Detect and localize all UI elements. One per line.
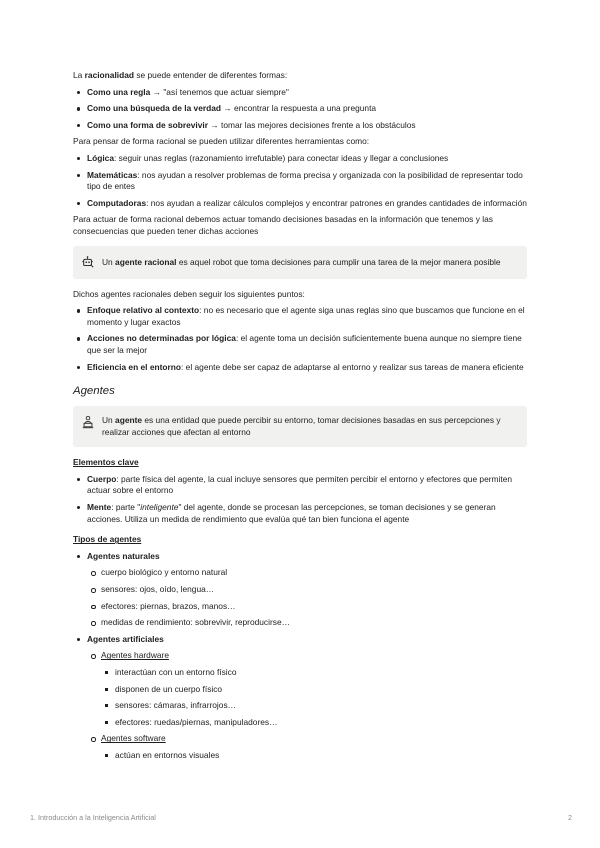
list-item: Enfoque relativo al contexto: no es necesario que el agente siga unas reglas sino que buscamos que funcione en el momento y lugar exactos: [73, 305, 527, 328]
document-page: [73, 70, 527, 767]
elements-list: [73, 474, 527, 525]
types-list: [73, 551, 527, 762]
types-heading: Tipos de agentes: [73, 534, 142, 545]
section-heading-agents: Agentes: [73, 385, 115, 398]
list-item: Agentes software actúan en entornos visuales: [87, 733, 527, 761]
tools-list: [73, 153, 527, 209]
list-item: Como una forma de sobrevivir → tomar las mejores decisiones frente a los obstáculos: [73, 120, 527, 132]
list-item: Agentes artificiales Agentes hardware interactúan con un entorno físico disponen de un cuerpo físico sensores: cámaras, infrarrojos… efectores: ruedas/piernas, manipuladores… Agentes software actúan en entornos visuales: [73, 634, 527, 762]
list-item: Matemáticas: nos ayudan a resolver problemas de forma precisa y organizada con la posibilidad de representar todo tipo de entes: [73, 170, 527, 193]
callout-agent: [73, 406, 527, 447]
artificial-sublist: [87, 650, 527, 761]
callout-text: Un agente es una entidad que puede percibir su entorno, tomar decisiones basadas en sus percepciones y realizar acciones que afectan al entorno: [102, 415, 501, 437]
list-item: Computadoras: nos ayudan a realizar cálculos complejos y encontrar patrones en grandes cantidades de información: [73, 198, 527, 210]
elements-heading: Elementos clave: [73, 457, 139, 468]
list-item: Lógica: seguir unas reglas (razonamiento irrefutable) para conectar ideas y llegar a conclusiones: [73, 153, 527, 165]
points-intro: Dichos agentes racionales deben seguir los siguientes puntos:: [73, 288, 305, 299]
list-item: Como una regla → "así tenemos que actuar siempre": [73, 87, 527, 99]
list-item: Como una búsqueda de la verdad → encontrar la respuesta a una pregunta: [73, 103, 527, 115]
list-item: Acciones no determinadas por lógica: el agente toma un decisión suficientemente buena aunque no siempre tiene que ser la mejor: [73, 333, 527, 356]
list-item: sensores: cámaras, infrarrojos…: [101, 700, 527, 712]
page-number: 2: [568, 813, 572, 822]
tools-intro: Para pensar de forma racional se pueden utilizar diferentes herramientas como:: [73, 136, 370, 147]
robot-icon: [81, 255, 95, 269]
natural-sublist: [87, 567, 527, 628]
intro-term: racionalidad: [84, 70, 134, 80]
forms-list: [73, 87, 527, 132]
page-footer: [30, 812, 572, 824]
points-list: [73, 305, 527, 373]
intro-paragraph: La racionalidad se puede entender de diferentes formas:: [73, 70, 288, 80]
list-item: actúan en entornos visuales: [101, 750, 527, 762]
list-item: disponen de un cuerpo físico: [101, 684, 527, 696]
act-paragraph: Para actuar de forma racional debemos actuar tomando decisiones basadas en la información que tenemos y las consecuencias que pueden tener dichas acciones: [73, 214, 493, 236]
person-computer-icon: [81, 415, 95, 429]
list-item: Agentes hardware interactúan con un entorno físico disponen de un cuerpo físico sensores: cámaras, infrarrojos… efectores: ruedas/piernas, manipuladores…: [87, 650, 527, 728]
list-item: medidas de rendimiento: sobrevivir, reproducirse…: [87, 617, 527, 629]
footer-title: 1. Introducción a la Inteligencia Artificial: [30, 813, 156, 822]
list-item: interactúan con un entorno físico: [101, 667, 527, 679]
callout-rational-agent: [73, 246, 527, 279]
list-item: efectores: piernas, brazos, manos…: [87, 601, 527, 613]
software-sublist: [101, 750, 527, 762]
list-item: sensores: ojos, oído, lengua…: [87, 584, 527, 596]
list-item: Agentes naturales cuerpo biológico y entorno natural sensores: ojos, oído, lengua… efectores: piernas, brazos, manos… medidas de rendimiento: sobrevivir, reproducirse…: [73, 551, 527, 629]
callout-text: Un agente racional es aquel robot que toma decisiones para cumplir una tarea de la mejor manera posible: [102, 256, 501, 267]
list-item: efectores: ruedas/piernas, manipuladores…: [101, 717, 527, 729]
list-item: Mente: parte "inteligente" del agente, donde se procesan las percepciones, se toman decisiones y se generan acciones. Utiliza un medida de rendimiento que evalúa qué tan bien funciona el agente: [73, 502, 527, 525]
list-item: Eficiencia en el entorno: el agente debe ser capaz de adaptarse al entorno y realizar sus tareas de manera eficiente: [73, 362, 527, 374]
list-item: cuerpo biológico y entorno natural: [87, 567, 527, 579]
hardware-sublist: [101, 667, 527, 728]
list-item: Cuerpo: parte física del agente, la cual incluye sensores que permiten percibir el entorno y efectores que permiten actuar sobre el entorno: [73, 474, 527, 497]
